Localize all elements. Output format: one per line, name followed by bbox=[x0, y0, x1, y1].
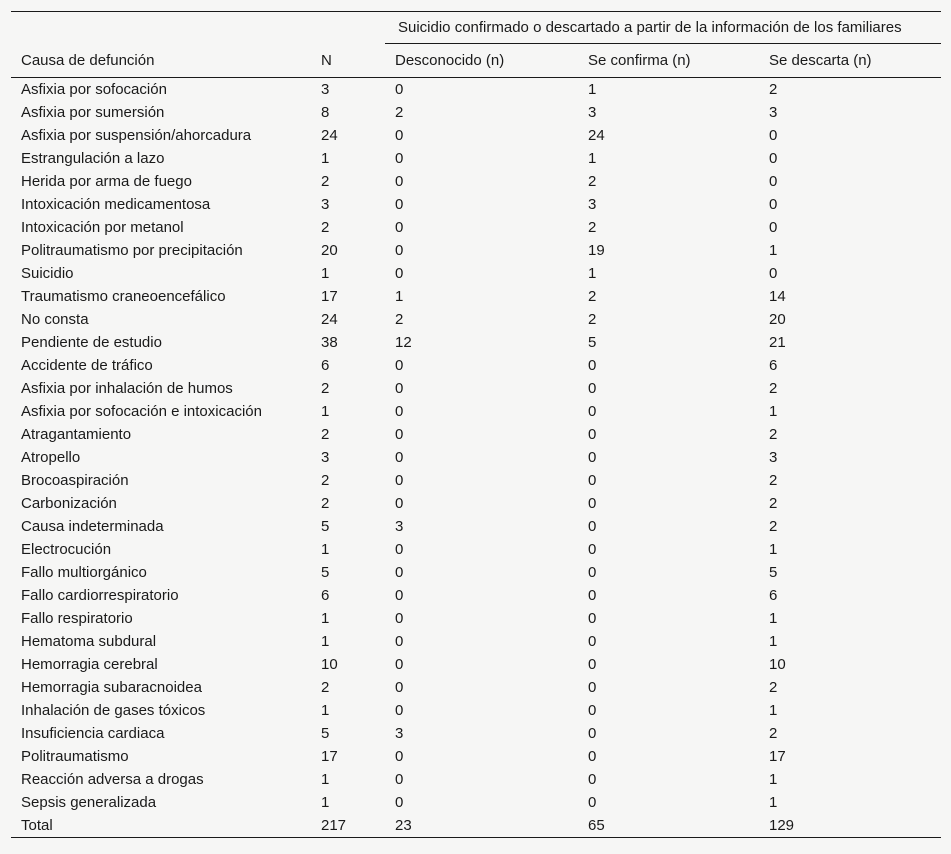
cell-discarded: 3 bbox=[769, 104, 778, 121]
cell-unknown: 0 bbox=[395, 633, 404, 650]
cell-discarded: 1 bbox=[769, 633, 778, 650]
cell-cause: Causa indeterminada bbox=[21, 518, 164, 535]
table-row bbox=[11, 216, 941, 239]
cell-confirmed: 24 bbox=[588, 127, 605, 144]
table-row bbox=[11, 308, 941, 331]
column-header-discarded: Se descarta (n) bbox=[759, 44, 941, 78]
cell-unknown: 0 bbox=[395, 541, 404, 558]
total-cell-n: 217 bbox=[311, 814, 385, 838]
cell-unknown: 0 bbox=[395, 242, 404, 259]
table-row bbox=[11, 722, 941, 745]
total-cell-confirmed: 65 bbox=[578, 814, 759, 838]
cell-discarded: 5 bbox=[769, 564, 778, 581]
cell-confirmed: 0 bbox=[588, 794, 597, 811]
cell-confirmed: 3 bbox=[588, 104, 597, 121]
table-row bbox=[11, 354, 941, 377]
cell-discarded: 2 bbox=[769, 725, 778, 742]
cell-unknown: 0 bbox=[395, 472, 404, 489]
cell-confirmed: 0 bbox=[588, 541, 597, 558]
table-row bbox=[11, 446, 941, 469]
table-row bbox=[11, 745, 941, 768]
cell-cause: Politraumatismo por precipitación bbox=[21, 242, 243, 259]
cell-cause: Suicidio bbox=[21, 265, 74, 282]
cell-cause: Brocoaspiración bbox=[21, 472, 129, 489]
cell-unknown: 0 bbox=[395, 587, 404, 604]
cell-unknown: 0 bbox=[395, 610, 404, 627]
cell-n: 20 bbox=[321, 242, 338, 259]
cell-n: 6 bbox=[321, 357, 330, 374]
table-row bbox=[11, 193, 941, 216]
cell-confirmed: 0 bbox=[588, 633, 597, 650]
cell-unknown: 0 bbox=[395, 265, 404, 282]
cell-confirmed: 3 bbox=[588, 196, 597, 213]
cell-n: 1 bbox=[321, 403, 330, 420]
cell-n: 1 bbox=[321, 633, 330, 650]
data-table-container bbox=[11, 11, 941, 838]
cell-unknown: 0 bbox=[395, 495, 404, 512]
column-header-unknown: Desconocido (n) bbox=[385, 44, 578, 78]
cell-cause: Accidente de tráfico bbox=[21, 357, 153, 374]
cell-unknown: 3 bbox=[395, 518, 404, 535]
cell-cause: Estrangulación a lazo bbox=[21, 150, 165, 167]
cell-n: 24 bbox=[321, 311, 338, 328]
cell-n: 1 bbox=[321, 771, 330, 788]
group-header-text: Suicidio confirmado o descartado a partir de la información de los familiares bbox=[385, 12, 941, 44]
table-row bbox=[11, 607, 941, 630]
cell-cause: Atropello bbox=[21, 449, 81, 466]
cell-unknown: 0 bbox=[395, 564, 404, 581]
cell-cause: Fallo cardiorrespiratorio bbox=[21, 587, 179, 604]
cell-unknown: 0 bbox=[395, 702, 404, 719]
cell-cause: Intoxicación por metanol bbox=[21, 219, 184, 236]
cell-n: 2 bbox=[321, 219, 330, 236]
table-row bbox=[11, 469, 941, 492]
table-row bbox=[11, 423, 941, 446]
cell-cause: Traumatismo craneoencefálico bbox=[21, 288, 226, 305]
cell-confirmed: 0 bbox=[588, 702, 597, 719]
cell-discarded: 1 bbox=[769, 702, 778, 719]
cell-confirmed: 0 bbox=[588, 449, 597, 466]
table-row bbox=[11, 699, 941, 722]
table-row bbox=[11, 791, 941, 814]
group-header-cell bbox=[385, 12, 941, 45]
cell-unknown: 0 bbox=[395, 748, 404, 765]
column-header-confirmed: Se confirma (n) bbox=[578, 44, 759, 78]
cell-cause: Asfixia por sofocación e intoxicación bbox=[21, 403, 262, 420]
total-row bbox=[11, 814, 941, 838]
table-row bbox=[11, 124, 941, 147]
cell-cause: Asfixia por sofocación bbox=[21, 81, 167, 98]
cell-cause: Insuficiencia cardiaca bbox=[21, 725, 165, 742]
cell-cause: Electrocución bbox=[21, 541, 112, 558]
cell-confirmed: 0 bbox=[588, 656, 597, 673]
cell-discarded: 1 bbox=[769, 794, 778, 811]
cell-cause: No consta bbox=[21, 311, 89, 328]
cell-n: 1 bbox=[321, 610, 330, 627]
cell-confirmed: 1 bbox=[588, 81, 597, 98]
cell-n: 2 bbox=[321, 426, 330, 443]
cell-cause: Pendiente de estudio bbox=[21, 334, 162, 351]
cell-discarded: 1 bbox=[769, 242, 778, 259]
table-row bbox=[11, 239, 941, 262]
cell-n: 2 bbox=[321, 495, 330, 512]
cell-n: 1 bbox=[321, 150, 330, 167]
cell-unknown: 2 bbox=[395, 311, 404, 328]
cell-confirmed: 2 bbox=[588, 173, 597, 190]
cell-unknown: 2 bbox=[395, 104, 404, 121]
total-cell-unknown: 23 bbox=[385, 814, 578, 838]
table-row bbox=[11, 492, 941, 515]
cell-n: 2 bbox=[321, 679, 330, 696]
cell-unknown: 1 bbox=[395, 288, 404, 305]
cell-unknown: 0 bbox=[395, 357, 404, 374]
table-row bbox=[11, 768, 941, 791]
cell-n: 17 bbox=[321, 288, 338, 305]
cell-discarded: 0 bbox=[769, 127, 778, 144]
cell-discarded: 3 bbox=[769, 449, 778, 466]
table-row bbox=[11, 147, 941, 170]
cell-discarded: 6 bbox=[769, 587, 778, 604]
cell-n: 17 bbox=[321, 748, 338, 765]
cell-confirmed: 19 bbox=[588, 242, 605, 259]
table-row bbox=[11, 676, 941, 699]
column-header-row bbox=[11, 44, 941, 78]
cell-unknown: 0 bbox=[395, 127, 404, 144]
cell-unknown: 0 bbox=[395, 173, 404, 190]
cell-n: 10 bbox=[321, 656, 338, 673]
cell-discarded: 0 bbox=[769, 173, 778, 190]
cell-discarded: 1 bbox=[769, 610, 778, 627]
cell-confirmed: 0 bbox=[588, 472, 597, 489]
cell-unknown: 0 bbox=[395, 426, 404, 443]
table-row bbox=[11, 630, 941, 653]
total-cell-discarded: 129 bbox=[759, 814, 941, 838]
cell-unknown: 0 bbox=[395, 679, 404, 696]
cell-cause: Reacción adversa a drogas bbox=[21, 771, 204, 788]
empty-header-cell bbox=[311, 12, 385, 45]
cell-unknown: 3 bbox=[395, 725, 404, 742]
cell-confirmed: 0 bbox=[588, 518, 597, 535]
table-body bbox=[11, 78, 941, 838]
cell-cause: Hemorragia subaracnoidea bbox=[21, 679, 202, 696]
cell-discarded: 2 bbox=[769, 518, 778, 535]
cell-n: 1 bbox=[321, 794, 330, 811]
cell-n: 38 bbox=[321, 334, 338, 351]
cell-cause: Sepsis generalizada bbox=[21, 794, 157, 811]
cell-discarded: 6 bbox=[769, 357, 778, 374]
cell-unknown: 0 bbox=[395, 403, 404, 420]
cell-unknown: 0 bbox=[395, 196, 404, 213]
cell-discarded: 0 bbox=[769, 219, 778, 236]
cell-cause: Asfixia por inhalación de humos bbox=[21, 380, 233, 397]
cell-unknown: 0 bbox=[395, 449, 404, 466]
cell-confirmed: 5 bbox=[588, 334, 597, 351]
empty-header-cell bbox=[11, 12, 311, 45]
table-row bbox=[11, 538, 941, 561]
table-row bbox=[11, 331, 941, 354]
cell-unknown: 12 bbox=[395, 334, 412, 351]
cell-n: 2 bbox=[321, 472, 330, 489]
cell-confirmed: 0 bbox=[588, 679, 597, 696]
table-row bbox=[11, 653, 941, 676]
cell-cause: Fallo multiorgánico bbox=[21, 564, 147, 581]
cell-cause: Intoxicación medicamentosa bbox=[21, 196, 211, 213]
cell-n: 3 bbox=[321, 196, 330, 213]
cell-confirmed: 1 bbox=[588, 265, 597, 282]
cell-discarded: 2 bbox=[769, 380, 778, 397]
cell-discarded: 1 bbox=[769, 771, 778, 788]
cell-cause: Hemorragia cerebral bbox=[21, 656, 158, 673]
cell-discarded: 10 bbox=[769, 656, 786, 673]
table-row bbox=[11, 101, 941, 124]
cell-discarded: 2 bbox=[769, 495, 778, 512]
cell-discarded: 2 bbox=[769, 679, 778, 696]
cell-unknown: 0 bbox=[395, 656, 404, 673]
cell-confirmed: 0 bbox=[588, 610, 597, 627]
cell-unknown: 0 bbox=[395, 771, 404, 788]
cell-discarded: 1 bbox=[769, 403, 778, 420]
table-row bbox=[11, 561, 941, 584]
cell-discarded: 14 bbox=[769, 288, 786, 305]
table-row bbox=[11, 400, 941, 423]
cell-n: 1 bbox=[321, 702, 330, 719]
cell-n: 2 bbox=[321, 173, 330, 190]
cell-confirmed: 1 bbox=[588, 150, 597, 167]
cell-confirmed: 2 bbox=[588, 219, 597, 236]
cell-n: 5 bbox=[321, 564, 330, 581]
cell-n: 5 bbox=[321, 518, 330, 535]
cell-cause: Atragantamiento bbox=[21, 426, 132, 443]
cell-n: 2 bbox=[321, 380, 330, 397]
cell-n: 3 bbox=[321, 449, 330, 466]
cell-cause: Inhalación de gases tóxicos bbox=[21, 702, 206, 719]
cell-confirmed: 0 bbox=[588, 380, 597, 397]
cell-cause: Carbonización bbox=[21, 495, 117, 512]
cell-confirmed: 0 bbox=[588, 495, 597, 512]
cell-discarded: 1 bbox=[769, 541, 778, 558]
cell-confirmed: 0 bbox=[588, 357, 597, 374]
cell-cause: Herida por arma de fuego bbox=[21, 173, 192, 190]
cell-discarded: 0 bbox=[769, 196, 778, 213]
cell-confirmed: 0 bbox=[588, 587, 597, 604]
cell-cause: Fallo respiratorio bbox=[21, 610, 133, 627]
cell-discarded: 21 bbox=[769, 334, 786, 351]
cell-unknown: 0 bbox=[395, 81, 404, 98]
cell-discarded: 20 bbox=[769, 311, 786, 328]
cell-n: 1 bbox=[321, 541, 330, 558]
table-row bbox=[11, 377, 941, 400]
cell-discarded: 2 bbox=[769, 472, 778, 489]
cell-confirmed: 0 bbox=[588, 403, 597, 420]
cell-cause: Politraumatismo bbox=[21, 748, 129, 765]
cell-confirmed: 2 bbox=[588, 288, 597, 305]
cell-discarded: 2 bbox=[769, 426, 778, 443]
cell-cause: Asfixia por sumersión bbox=[21, 104, 165, 121]
cell-confirmed: 0 bbox=[588, 771, 597, 788]
cell-confirmed: 0 bbox=[588, 564, 597, 581]
column-header-cause: Causa de defunción bbox=[11, 44, 311, 78]
cell-discarded: 0 bbox=[769, 150, 778, 167]
table-row bbox=[11, 515, 941, 538]
cell-cause: Asfixia por suspensión/ahorcadura bbox=[21, 127, 252, 144]
cause-of-death-table bbox=[11, 11, 941, 838]
cell-n: 6 bbox=[321, 587, 330, 604]
cell-confirmed: 0 bbox=[588, 748, 597, 765]
cell-discarded: 17 bbox=[769, 748, 786, 765]
cell-confirmed: 0 bbox=[588, 725, 597, 742]
cell-n: 5 bbox=[321, 725, 330, 742]
cell-unknown: 0 bbox=[395, 150, 404, 167]
cell-discarded: 2 bbox=[769, 81, 778, 98]
cell-unknown: 0 bbox=[395, 219, 404, 236]
table-row bbox=[11, 262, 941, 285]
cell-n: 1 bbox=[321, 265, 330, 282]
cell-unknown: 0 bbox=[395, 794, 404, 811]
cell-unknown: 0 bbox=[395, 380, 404, 397]
cell-n: 24 bbox=[321, 127, 338, 144]
column-header-n: N bbox=[311, 44, 385, 78]
table-row bbox=[11, 285, 941, 308]
table-row bbox=[11, 78, 941, 102]
cell-confirmed: 2 bbox=[588, 311, 597, 328]
cell-n: 3 bbox=[321, 81, 330, 98]
cell-cause: Hematoma subdural bbox=[21, 633, 157, 650]
cell-confirmed: 0 bbox=[588, 426, 597, 443]
cell-discarded: 0 bbox=[769, 265, 778, 282]
total-cell-cause: Total bbox=[11, 814, 311, 838]
table-row bbox=[11, 584, 941, 607]
group-header-row bbox=[11, 12, 941, 45]
table-row bbox=[11, 170, 941, 193]
cell-n: 8 bbox=[321, 104, 330, 121]
